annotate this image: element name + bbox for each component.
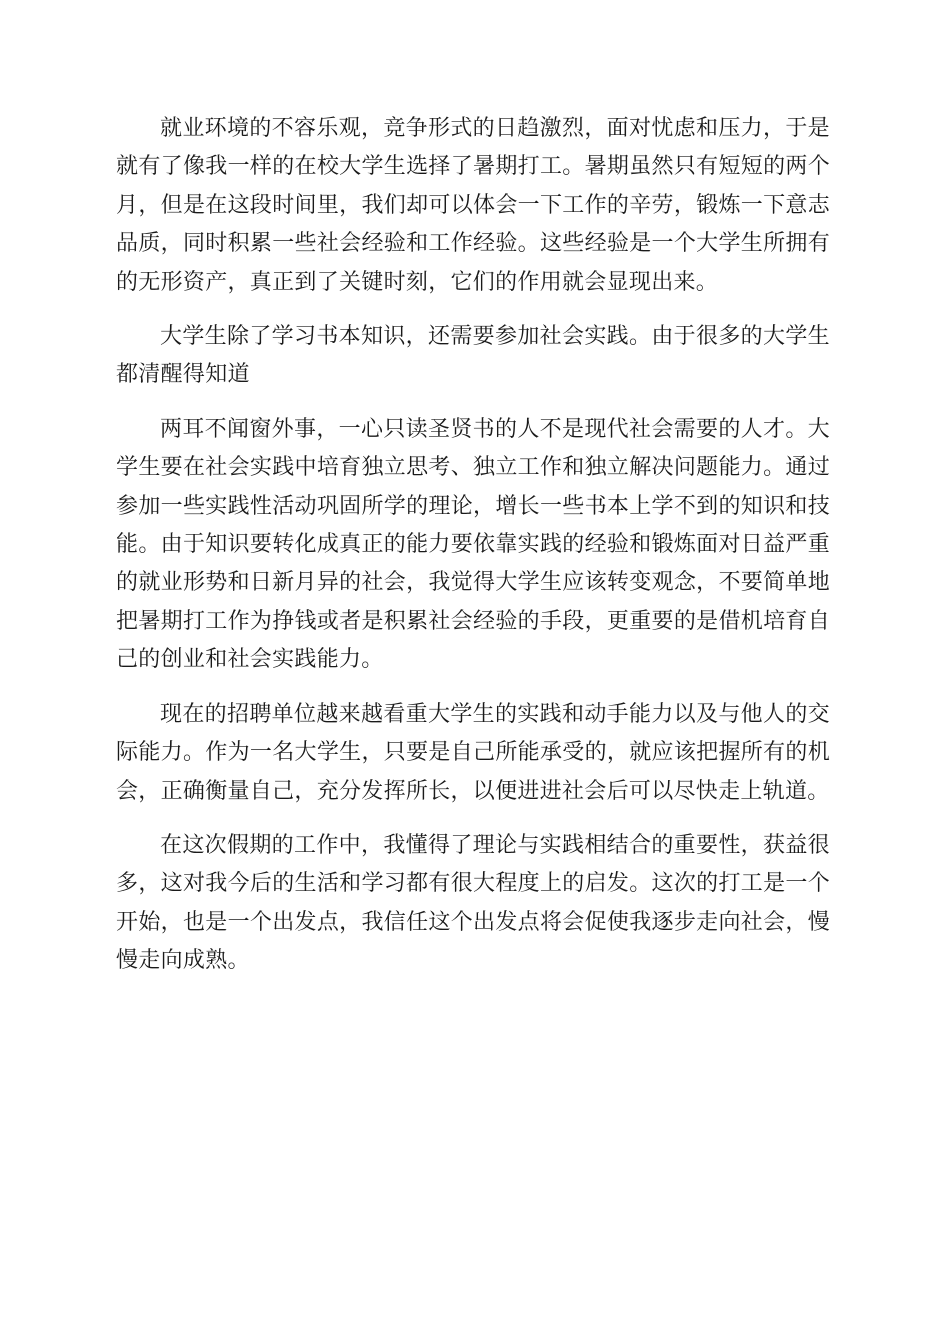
paragraph-5: 在这次假期的工作中，我懂得了理论与实践相结合的重要性，获益很多，这对我今后的生活和学习都有很大程度上的启发。这次的打工是一个开始，也是一个出发点，我信任这个出发点将会促使我逐步走向社会，慢慢走向成熟。 (116, 832, 830, 974)
document-body (116, 110, 830, 997)
paragraph-4: 现在的招聘单位越来越看重大学生的实践和动手能力以及与他人的交际能力。作为一名大学生，只要是自己所能承受的，就应该把握所有的机会，正确衡量自己，充分发挥所长，以便进进社会后可以尽快走上轨道。 (116, 701, 830, 804)
paragraph-1: 就业环境的不容乐观，竞争形式的日趋激烈，面对忧虑和压力，于是就有了像我一样的在校大学生选择了暑期打工。暑期虽然只有短短的两个月，但是在这段时间里，我们却可以体会一下工作的辛劳，锻炼一下意志品质，同时积累一些社会经验和工作经验。这些经验是一个大学生所拥有的无形资产，真正到了关键时刻，它们的作用就会显现出来。 (116, 116, 830, 295)
paragraph-3: 两耳不闻窗外事，一心只读圣贤书的人不是现代社会需要的人才。大学生要在社会实践中培育独立思考、独立工作和独立解决问题能力。通过参加一些实践性活动巩固所学的理论，增长一些书本上学不到的知识和技能。由于知识要转化成真正的能力要依靠实践的经验和锻炼面对日益严重的就业形势和日新月异的社会，我觉得大学生应该转变观念，不要简单地把暑期打工作为挣钱或者是积累社会经验的手段，更重要的是借机培育自己的创业和社会实践能力。 (116, 416, 830, 673)
paragraph-2: 大学生除了学习书本知识，还需要参加社会实践。由于很多的大学生都清醒得知道 (116, 324, 830, 388)
